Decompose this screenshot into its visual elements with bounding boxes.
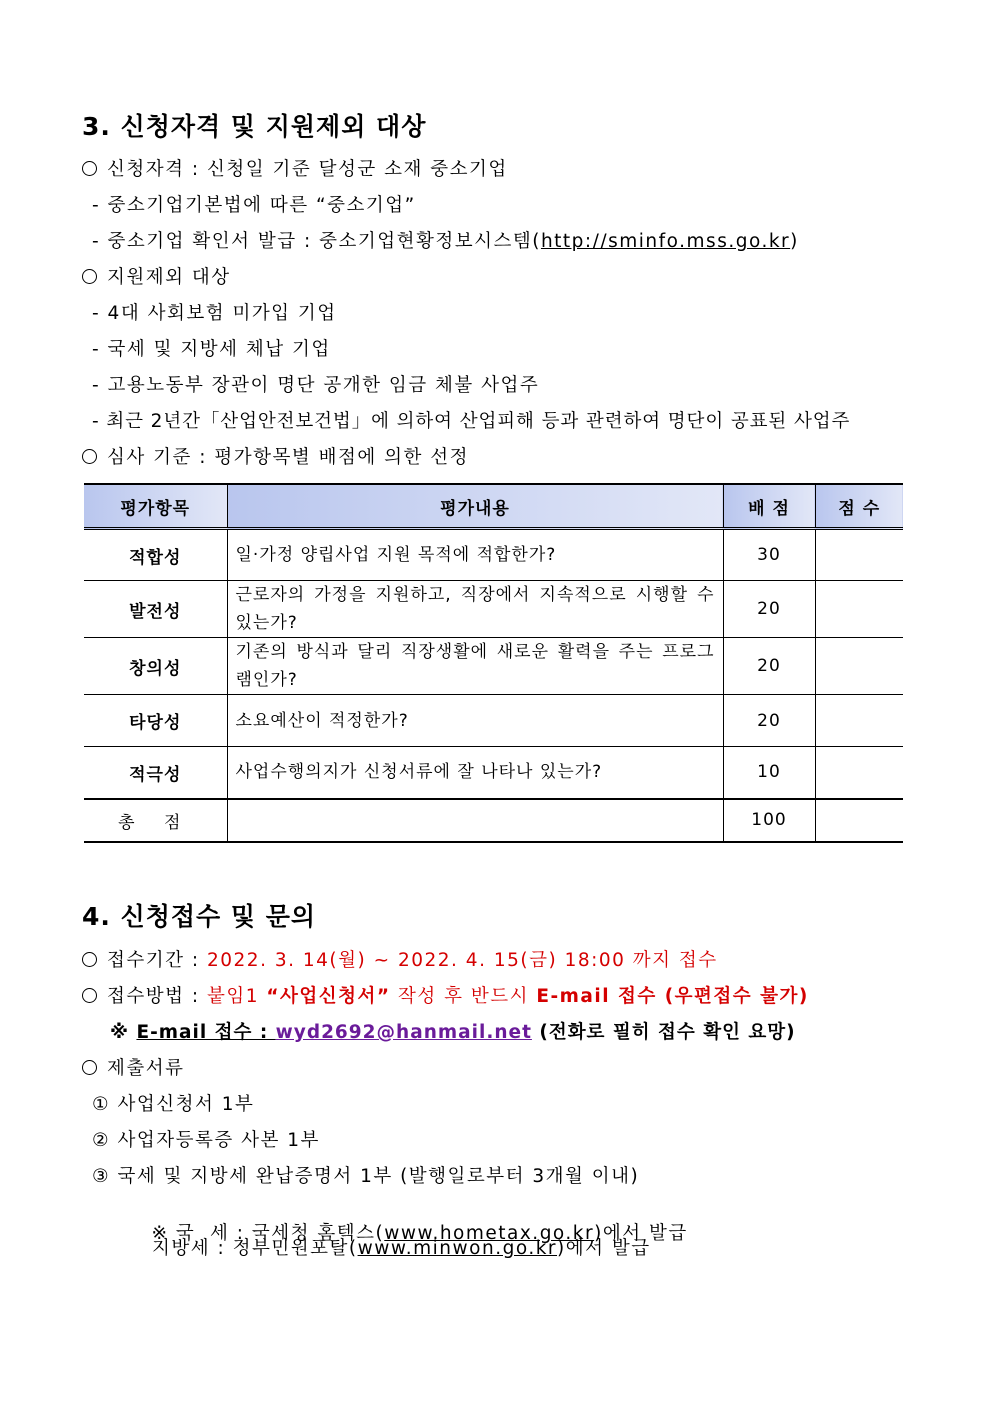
document-item: ① 사업신청서 1부 <box>92 1094 255 1115</box>
header-content: 평가내용 <box>227 484 723 529</box>
row-content: 사업수행의지가 신청서류에 잘 나타나 있는가? <box>227 747 723 799</box>
period-value: 2022. 3. 14(월) ~ 2022. 4. 15(금) 18:00 까지 접수 <box>206 950 718 971</box>
email-label: E-mail 접수 : <box>136 1022 276 1043</box>
method-part4: E-mail 접수 (우편접수 불가) <box>536 986 809 1007</box>
eligibility-sub2 <box>92 227 799 253</box>
email-line <box>110 1018 796 1044</box>
total-score[interactable] <box>815 799 903 842</box>
document-item: ② 사업자등록증 사본 1부 <box>92 1130 320 1151</box>
method-label: 접수방법 : <box>107 986 207 1007</box>
exclusion-item: - 고용노동부 장관이 명단 공개한 임금 체불 사업주 <box>92 375 540 396</box>
method-line <box>82 982 809 1008</box>
row-score[interactable] <box>815 638 903 695</box>
eligibility-sub2-prefix: - 중소기업 확인서 발급 : 중소기업현황정보시스템( <box>92 231 541 252</box>
row-category: 적합성 <box>84 529 227 581</box>
total-points: 100 <box>723 799 815 842</box>
circle-bullet-icon <box>82 988 97 1003</box>
row-score[interactable] <box>815 695 903 747</box>
table-header-row <box>84 484 903 529</box>
row-content: 소요예산이 적정한가? <box>227 695 723 747</box>
circle-bullet-icon <box>82 161 97 176</box>
circle-bullet-icon <box>82 269 97 284</box>
evaluation-table <box>84 483 903 843</box>
tax-note2-suffix: )에서 발급 <box>557 1238 651 1259</box>
period-label: 접수기간 : <box>107 950 207 971</box>
section3-title: 3. 신청자격 및 지원제외 대상 <box>82 112 427 141</box>
row-category: 창의성 <box>84 638 227 695</box>
document-item: ③ 국세 및 지방세 완납증명서 1부 (발행일로부터 3개월 이내) <box>92 1166 640 1187</box>
tax-note-line2 <box>152 1234 651 1260</box>
row-score[interactable] <box>815 747 903 799</box>
tax-note1-prefix: ※ 국 세 : 국세청 홈텍스( <box>151 1223 385 1244</box>
table-row <box>84 529 903 581</box>
email-note: (전화로 필히 접수 확인 요망) <box>531 1022 796 1043</box>
table-row <box>84 695 903 747</box>
circle-bullet-icon <box>82 1060 97 1075</box>
header-points: 배 점 <box>723 484 815 529</box>
exclusion-item: - 최근 2년간「산업안전보건법」에 의하여 산업피해 등과 관련하여 명단이 공표된 사업주 <box>92 411 851 432</box>
eligibility-line <box>82 155 508 181</box>
row-content: 일·가정 양립사업 지원 목적에 적합한가? <box>227 529 723 581</box>
row-category: 적극성 <box>84 747 227 799</box>
method-part2: “사업신청서” <box>266 986 391 1007</box>
period-line <box>82 946 718 972</box>
row-points: 20 <box>723 695 815 747</box>
total-content <box>227 799 723 842</box>
criteria-text: 심사 기준 : 평가항목별 배점에 의한 선정 <box>107 447 469 468</box>
method-part3: 작성 후 반드시 <box>390 986 537 1007</box>
row-points: 10 <box>723 747 815 799</box>
table-total-row <box>84 799 903 842</box>
criteria-line <box>82 443 469 469</box>
email-link[interactable]: wyd2692@hanmail.net <box>275 1022 532 1043</box>
documents-title: 제출서류 <box>107 1058 185 1079</box>
row-points: 20 <box>723 581 815 638</box>
documents-title-line <box>82 1054 184 1080</box>
table-row <box>84 581 903 638</box>
tax-note1-suffix: )에서 발급 <box>594 1223 688 1244</box>
exclusion-item: - 국세 및 지방세 체납 기업 <box>92 339 331 360</box>
row-category: 발전성 <box>84 581 227 638</box>
row-score[interactable] <box>815 581 903 638</box>
row-category: 타당성 <box>84 695 227 747</box>
method-part1: 붙임1 <box>206 986 267 1007</box>
email-prefix: ※ <box>110 1022 137 1043</box>
circle-bullet-icon <box>82 952 97 967</box>
sminfo-link[interactable]: http://sminfo.mss.go.kr <box>540 231 791 252</box>
row-points: 20 <box>723 638 815 695</box>
row-content: 기존의 방식과 달리 직장생활에 새로운 활력을 주는 프로그램인가? <box>227 638 723 695</box>
tax-note2-prefix: 지방세 : 정부민원포탈( <box>152 1238 358 1259</box>
exclusion-line <box>82 263 231 289</box>
row-points: 30 <box>723 529 815 581</box>
exclusion-text: 지원제외 대상 <box>107 267 231 288</box>
header-score: 점 수 <box>815 484 903 529</box>
minwon-link[interactable]: www.minwon.go.kr <box>357 1238 558 1259</box>
circle-bullet-icon <box>82 449 97 464</box>
eligibility-sub2-suffix: ) <box>790 231 799 252</box>
section4-title: 4. 신청접수 및 문의 <box>82 902 317 931</box>
exclusion-item: - 4대 사회보험 미가입 기업 <box>92 303 337 324</box>
table-row <box>84 638 903 695</box>
header-category: 평가항목 <box>84 484 227 529</box>
eligibility-text: 신청자격 : 신청일 기준 달성군 소재 중소기업 <box>107 159 508 180</box>
total-label: 총 점 <box>84 799 227 842</box>
eligibility-sub1: - 중소기업기본법에 따른 “중소기업” <box>92 195 416 216</box>
row-score[interactable] <box>815 529 903 581</box>
row-content: 근로자의 가정을 지원하고, 직장에서 지속적으로 시행할 수 있는가? <box>227 581 723 638</box>
hometax-link[interactable]: www.hometax.go.kr <box>384 1223 595 1244</box>
table-row <box>84 747 903 799</box>
